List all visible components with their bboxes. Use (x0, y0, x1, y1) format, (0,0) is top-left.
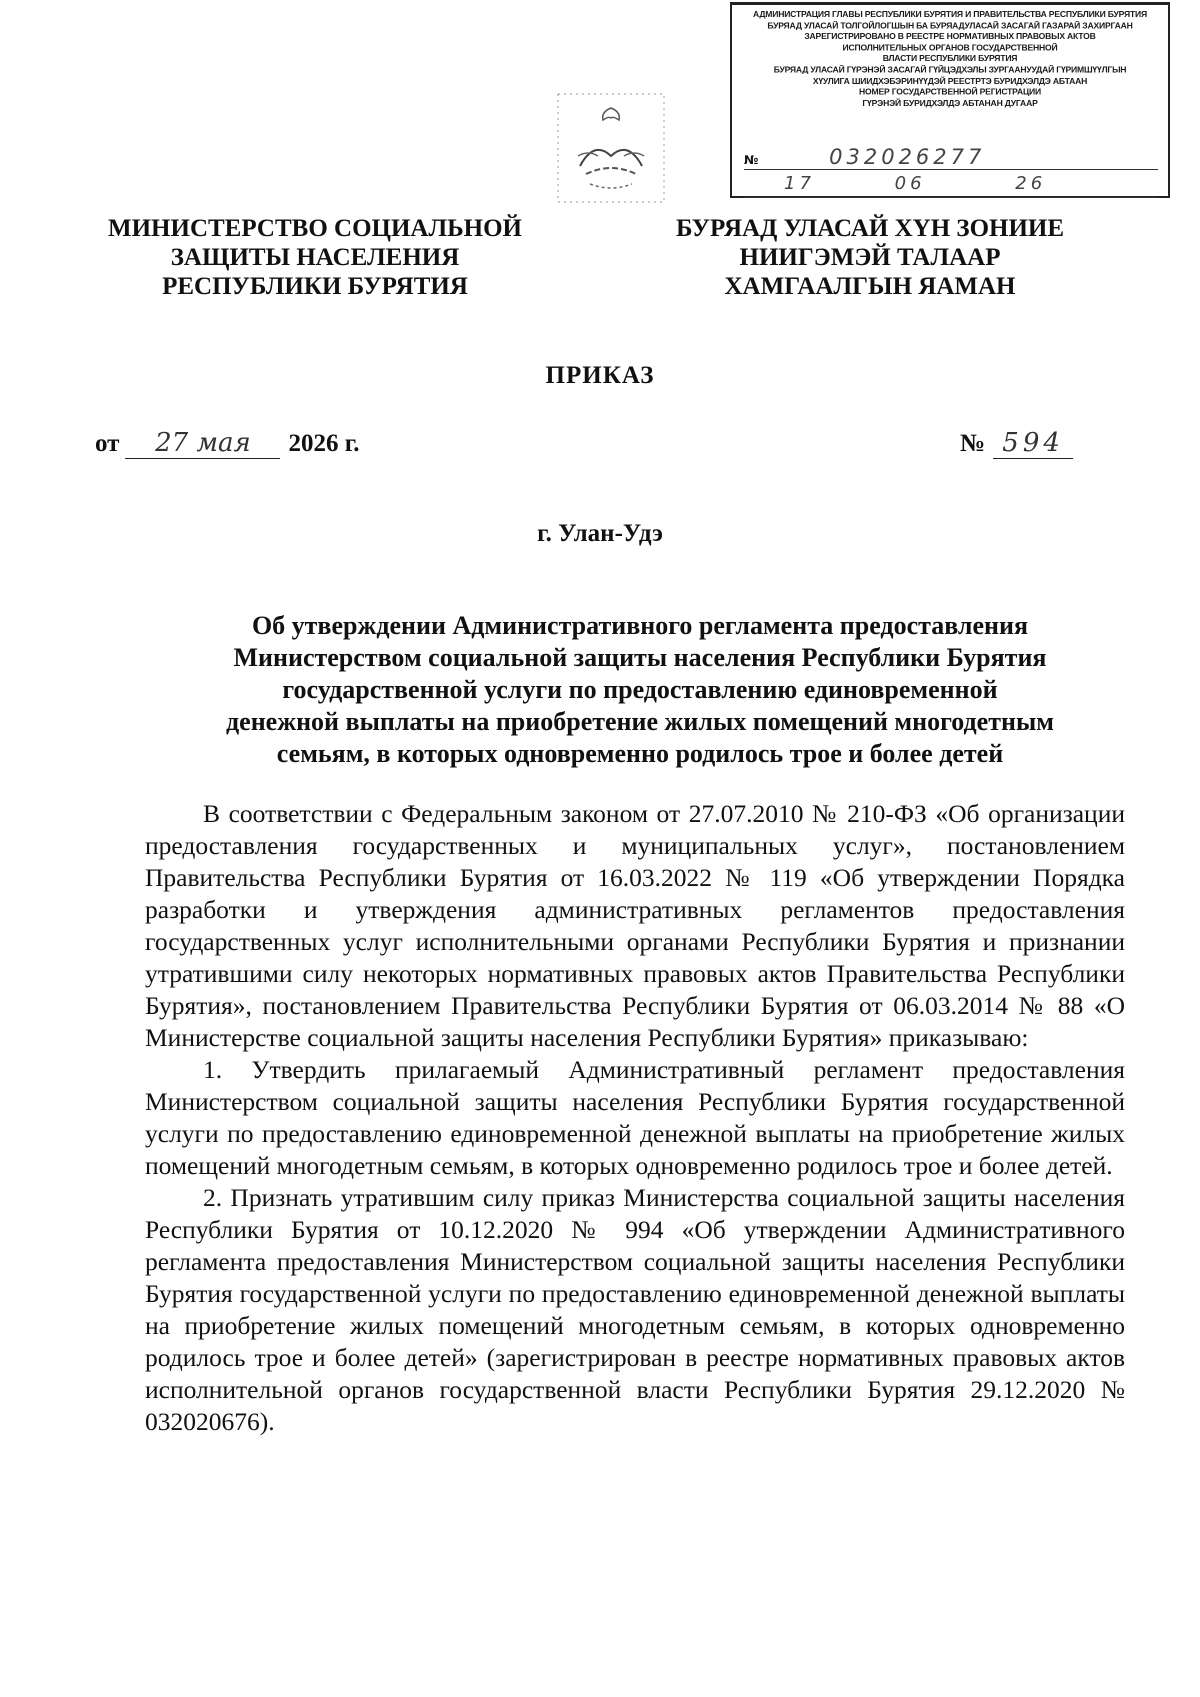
org-name-line: НИИГЭМЭЙ ТАЛААР (739, 244, 1001, 271)
stamp-number-label: № (744, 153, 759, 167)
stamp-month: 06 (894, 173, 926, 194)
stamp-number-row (744, 145, 1158, 170)
subject-line: государственной услуги по предоставлению единовременной (282, 675, 998, 704)
stamp-line: ГҮРЭНЭЙ БУРИДХЭЛДЭ АБТАНАН ДУГААР (862, 98, 1038, 108)
stamp-line: АДМИНИСТРАЦИЯ ГЛАВЫ РЕСПУБЛИКИ БУРЯТИЯ И ПРАВИТЕЛЬСТВА РЕСПУБЛИКИ БУРЯТИЯ (753, 9, 1147, 19)
stamp-line: НОМЕР ГОСУДАРСТВЕННОЙ РЕГИСТРАЦИИ (859, 86, 1041, 97)
subject-line: Об утверждении Административного регламента предоставления (251, 611, 1029, 640)
number-handwritten: 594 (993, 428, 1073, 459)
org-name-line: ЗАЩИТЫ НАСЕЛЕНИЯ (170, 244, 460, 271)
order-date (95, 428, 360, 459)
org-name-line: БУРЯАД УЛАСАЙ ХҮН ЗОНИИЕ (675, 215, 1065, 242)
document-title: ПРИКАЗ (545, 362, 655, 389)
stamp-line: БУРЯАД УЛАСАЙ ТОЛГОЙЛОГШЫН БА БУРЯАДУЛАСАЙ ЗАСАГАЙ ГАЗАРАЙ ЗАХИРГААН (767, 20, 1133, 30)
stamp-line: ИСПОЛНИТЕЛЬНЫХ ОРГАНОВ ГОСУДАРСТВЕННОЙ (842, 42, 1058, 53)
order-number (960, 428, 1073, 459)
stamp-line: ХҮУЛИГА ШИИДХЭБЭРИНҮҮДЭЙ РЕЕСТРТЭ БУРИДХЭЛДЭ АБТААН (812, 75, 1088, 86)
stamp-line: БУРЯАД УЛАСАЙ ГҮРЭНЭЙ ЗАСАГАЙ ГҮЙЦЭДХЭЛЫ ЗУРГААНУУДАЙ ГҮРИМШҮҮЛГЫН (773, 64, 1127, 75)
number-label: № (960, 430, 986, 457)
stamp-line: ЗАРЕГИСТРИРОВАНО В РЕЕСТРЕ НОРМАТИВНЫХ ПРАВОВЫХ АКТОВ (804, 31, 1096, 41)
date-year: 2026 г. (288, 430, 360, 457)
subject-line: семьям, в которых одновременно родилось трое и более детей (276, 739, 1004, 768)
stamp-line: ВЛАСТИ РЕСПУБЛИКИ БУРЯТИЯ (882, 53, 1018, 64)
date-prefix: от (95, 430, 120, 457)
registration-stamp (730, 2, 1170, 198)
org-name-line: МИНИСТЕРСТВО СОЦИАЛЬНОЙ (108, 215, 522, 242)
org-name-russian (95, 214, 535, 301)
subject-line: Министерством социальной защиты населения Республики Бурятия (233, 643, 1047, 672)
stamp-date-row (744, 173, 1158, 198)
order-subject (170, 610, 1110, 770)
stamp-number: 032026277 (829, 145, 986, 169)
coat-of-arms-icon (556, 92, 666, 204)
stamp-day: 17 (784, 173, 815, 194)
date-handwritten: 27 мая (125, 428, 280, 459)
stamp-year: 26 (1015, 173, 1047, 194)
city: г. Улан-Удэ (537, 520, 663, 547)
org-name-buryat (640, 214, 1100, 301)
clause-2-paragraph: 2. Признать утратившим силу приказ Министерства социальной защиты населения Республики Бурятия от 10.12.2020 № 994 «Об утверждении Административного регламента предоставления Министерством социальной защиты населения Республики Бурятия государственной услуги по предоставлению единовременной денежной выплаты на приобретение жилых помещений многодетным семьям, в которых одновременно родилось трое и более детей» (зарегистрирован в реестре нормативных правовых актов исполнительной органов государственной власти Республики Бурятия 29.12.2020 № 032020676). (145, 1183, 1125, 1436)
stamp-text (738, 9, 1162, 109)
preamble-paragraph: В соответствии с Федеральным законом от 27.07.2010 № 210-ФЗ «Об организации предоставления государственных и муниципальных услуг», постановлением Правительства Республики Бурятия от 16.03.2022 № 119 «Об утверждении Порядка разработки и утверждения административных регламентов предоставления государственных услуг исполнительными органами Республики Бурятия и признании утратившими силу некоторых нормативных правовых актов Правительства Республики Бурятия», постановлением Правительства Республики Бурятия от 06.03.2014 № 88 «О Министерстве социальной защиты населения Республики Бурятия» приказываю: (145, 799, 1125, 1052)
clause-1-paragraph: 1. Утвердить прилагаемый Административный регламент предоставления Министерством социальной защиты населения Республики Бурятия государственной услуги по предоставлению единовременной денежной выплаты на приобретение жилых помещений многодетным семьям, в которых одновременно родилось трое и более детей. (145, 1055, 1125, 1180)
org-name-line: РЕСПУБЛИКИ БУРЯТИЯ (162, 273, 468, 300)
order-body (145, 798, 1125, 1438)
subject-line: денежной выплаты на приобретение жилых помещений многодетным (226, 707, 1054, 736)
org-name-line: ХАМГААЛГЫН ЯАМАН (724, 273, 1016, 300)
